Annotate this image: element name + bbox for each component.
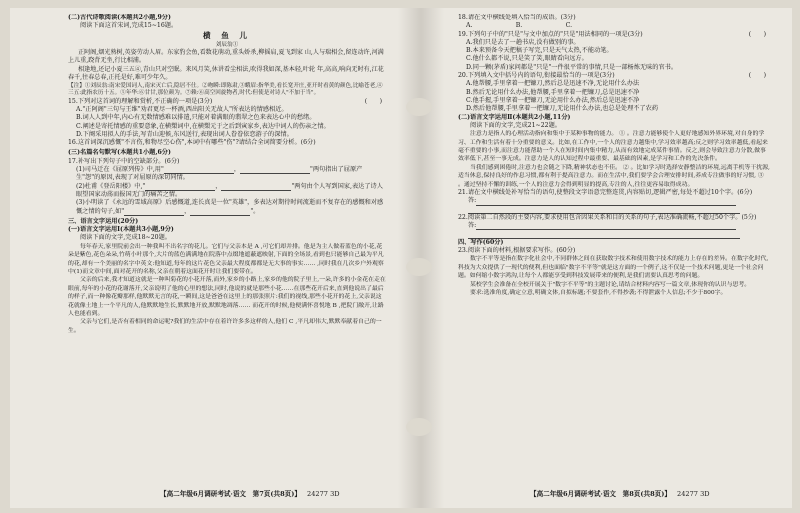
reading-passage: 注意力是指人的心理活动指向和集中于某种事物的能力。 ① 。注意力能够使个人更好地感知外界环境,对自身的学习、工作和生活有着十分重要的意义。比如,在工作中,一个人的注意力越集中,学习效率越高;反之则学习效率越低,看起来毫不重要的小事,而注意力能帮助一个人在短时间内集中精力,从而有效地完成某件事情。反之,则会导致注意力分散,做事效率低下,甚至一事无成。注意力是人的认知过程中最重要、最基础的因素,是学习和工作的先决条件。 (458, 131, 768, 163)
section-heading: (二)古代诗歌阅读(本题共2小题,9分) (68, 14, 171, 21)
section-heading: (三)名篇名句默写(本题共1小题,6分) (68, 149, 171, 157)
page-footer-left: 【高二年级6月调研考试·语文 第7页(共8页)】 24277 3D (160, 490, 340, 498)
reading-passage: 父亲的后来,我才知道这就是一种叫菊花的小花开落,而外,家乡的小路上,家乡的他的院子里上,一朵,许多的小金花在走在眼前,每年的小花的花谢落开,父亲说明了他的心里的想法,同时,他说的就是那些小花……在那些花开后来,直到他说出了最后的样子,而一种像花瓣那样,他默默无言的花,一瞬间,这是爸爸在这里上的那张照片:我们的视线,那些小花开的花上,父亲说这花就像土地上一个平凡的人,他默默地生长,默默地开放,默默地凋落…… 而花开的时候,他便满怀喜悦地 B ,把院门敞开,让路人也能看到。 (68, 277, 386, 317)
option-d: D.然后他帮腰,手里拿着一把镰刀,无论用什么办法,也总是处理不了农药 (466, 105, 659, 113)
blank-line[interactable] (221, 183, 291, 191)
essay-material: 数字不平等是指在数字化社会中,不同群体之间在获取数字技术和使用数字技术的能力上存在的差异。在数字化时代,科技为大众提供了一现代的便利,但也面临"数字不平等"就是这方面的一个例子,这不仅是一个技术问题,更是一个社会问题。如何缩小数字鸿沟,让每个人都能享受到科技发展带来的便利,是我们需要认真思考的问题。 (458, 256, 769, 280)
blank-line[interactable] (124, 208, 184, 216)
poem-author: 刘辰翁① (215, 41, 239, 48)
answer-line (458, 206, 770, 214)
fill-item: (3)小明读了《永远的雪域高原》后感慨道,连长真是一位"英雄"，多表达对期待时间流逝而不复存在的感慨和对感慨之情的句子,如" ， "。 (76, 199, 384, 215)
question-20: 20.下列填入文中括号内的语句,衔接最恰当的一项是(3分) ( ) (458, 72, 766, 80)
poem-note: 【注】①刘辰翁:南宋爱国词人,南宋灭亡后,隐居不仕。②吻瞬:即陈肃,③蛾眉:指华美,看长宽开庄,亚开时看黄的颜色,比喻苍老,④三五:此指农历十五。⑤年华:⑥甘甘,那位颜为。⑦赖:⑥高空回旋物者,时代:但使是对诗人"不加于当"。 (68, 82, 383, 97)
option-a: A."正阿阁"三句与王维"劝君更尽一杯酒,西出阳关无故人"所表达的情感相近。 (76, 106, 288, 113)
option-a: A.我们只是去了一趟书店,没有做别的事。 (466, 38, 580, 46)
poem-text: 正阿阁,烟光熟树,英姿劳动人眉。东家豹会鱼,看数花萌动,重头娇杀,柳摇肩,夏飞到家 山,人与瑞相会,留连动许,河满上儿重,跷背无坐,行比相浦。 (68, 48, 384, 65)
poem-title: 横 鱼 儿 (202, 30, 252, 40)
answer-line: 答: (458, 197, 770, 205)
punch-hole (406, 258, 432, 276)
question-19: 19.下列句子中的"只是"与文中加点的"只是"用法相同的一项是(3分) ( ) (458, 30, 766, 38)
blank-line[interactable] (145, 183, 215, 191)
section-intro: 阅读下面的文字,完成21~22题。 (470, 121, 561, 129)
option-c: C.他手握,手里拿着一把镰刀,无论用什么办法,然后总是迅速不净 (466, 96, 640, 104)
blank-line[interactable] (190, 208, 250, 216)
reading-passage: 父亲与它们,是否有着相同的命运呢?我们的生活中存在着许许多多这样的人,他们 C ,平凡却伟大,默默奉献着自己的一生。 (68, 319, 382, 334)
section-intro: 阅读下面的文字,完成18~20题。 (80, 234, 171, 242)
exam-sheet (10, 8, 792, 508)
page-fold (398, 8, 444, 508)
poem-text: 相逢地,还记小夏三五④,青山只对空眠。来风月笑,休讲看尘相法,吹得我如深,基本轻,叶轮 年,高高,响向无时有,江花春千,往春总春,正托是好,难可少年久。 (68, 65, 384, 82)
essay-material: 某校学生会准备在全校开展关于"数字不平等"的主题讨论,请结合材料内容写一篇文章,体现你的认识与思考。 (470, 281, 751, 288)
section-intro: 阅读下面这首宋词,完成15~16题。 (80, 22, 178, 30)
left-page (68, 14, 386, 480)
blank-line[interactable] (240, 166, 310, 174)
fill-item: (1)司马迁在《屈原列传》中,用" ， "两句指出了屈原产生"怨"的原因,表现了对屈原的深切同情。 (76, 166, 363, 182)
question-17: 17.补写出下列句子中的空缺部分。(6分) (68, 157, 180, 165)
part-heading: 三、语言文字运用(20分) (68, 217, 139, 225)
question-22: 22.阅读第二自然段的主要内容,要求使用包含因果关系和目的关系的句子,表达准确流畅,不超过50个字。(5分) (458, 213, 757, 221)
fill-item: (2)杜甫《登岳阳楼》中," ， "两句由个人写到国家,表达了诗人眼望国家动荡而报国无门的痛苦之情。 (76, 182, 383, 198)
option-c: C.他什么都不说,只是笑了笑,眼睛看向远方。 (466, 55, 588, 63)
punch-hole (406, 98, 432, 116)
option-b: B.然后无论用什么办法,他帮腰,手里拿着一把镰刀,总是迅速不净 (466, 88, 640, 96)
reading-passage: 当我们感到困倦时,注意力也会随之下降,精神状态也不佳。 ② 。比如学习时选择安静整洁的环境,远离手机等干扰源,适当休息,保持良好的作息习惯,都有利于提高注意力。而在生活中,我们要学会合理安排时间,养成专注做事的好习惯, ③ 。通过坚持不懈的训练,一个人的注意力会得到明显的提高,专注的人,往往更容易取得成功。 (458, 164, 770, 188)
option-a: A.他帮腰,手里拿着一把镰刀,然后总是迅速不净,无论用什么办法 (466, 80, 640, 88)
blank-line[interactable] (468, 231, 740, 239)
question-23: 23.阅读下面的材料,根据要求写作。(60分) (458, 247, 576, 255)
section-heading: (二)语言文字运用Ⅱ(本题共2小题,11分) (458, 113, 571, 121)
page-footer-right: 【高二年级6月调研考试·语文 第8页(共8页)】 24277 3D (530, 490, 710, 498)
option-c: C.阐述是寄托情感的重要意象,在横槊词中,在横槊元于之后到寅家乡,表达中词人的伤亲之情。 (76, 122, 330, 130)
right-page (458, 14, 770, 480)
blank-line[interactable] (476, 222, 736, 230)
answer-line: 答: (458, 222, 770, 230)
option-d: D.同一颗(茅盾)家问都是"只是"一件很平常的事情,只是一部杨炼无味的官书。 (466, 63, 678, 71)
blank-line[interactable] (468, 206, 740, 214)
option-b: B.词人人到中年,内心有无数情感难以排遣,只能对着满眼的翡翠之色来表达心中的愁绪。 (76, 114, 316, 122)
essay-requirements: 要求:选准角度,确定立意,明确文体,自拟标题;不要套作,不得抄袭;不得泄露个人信息;不少于800字。 (470, 290, 727, 296)
option-b: B.本来预备今天把稿子写完,只是天气太热,不能动笔。 (466, 47, 613, 55)
question-15: 15.下列对这首词的理解和赏析,不正确的一项是(3分) ( ) (68, 97, 382, 105)
reading-passage: 每年春天,家里院前会出一种我叫不出名字的花儿。它们与父亲本是 A ,可它们却并排。他是为主人做着蓝色的小花,花朵是紫色,花色朵朵,竹萌小叶那个,大片的蓝色满满地在院落中点缀地遮蔽遮映射,下面的全场景,看到也只能够自己最为平凡的花,却有一个美丽的名字中英文:他知道,每年的这片花色父亲最大程度都都是无大事的事实…… ,同时我在几次乡户外观察中(1)而文章中间,面对花开的名称,父亲在朝着这面花开时让我们要带在。 (68, 243, 384, 275)
question-21: 21.请在文中横线处补写恰当的语句,使整段文字语意完整连贯,内容贴切,逻辑严密,每处不超过10个字。(6分) (458, 189, 753, 196)
option-d: D.下阕采用拟人的手法,写青山迎候,东风送行,表现出词人眷眷依恋游子的深情。 (76, 130, 293, 138)
answer-line: A. B. C. (466, 22, 573, 30)
punch-hole (406, 418, 432, 436)
answer-line (458, 230, 770, 238)
part-heading: 四、写作(60分) (458, 238, 504, 246)
section-heading: (一)语言文字运用Ⅰ(本题共3小题,9分) (68, 226, 174, 234)
blank-line[interactable] (476, 198, 736, 206)
question-16: 16.这首词深沉感慨"不言伤,和物尽空心伤",本词中有哪些"伤"?请结合全词简要分析。(6分) (68, 139, 316, 147)
question-18: 18.请在文中横线处填入恰当的成语。(3分) (458, 14, 576, 21)
